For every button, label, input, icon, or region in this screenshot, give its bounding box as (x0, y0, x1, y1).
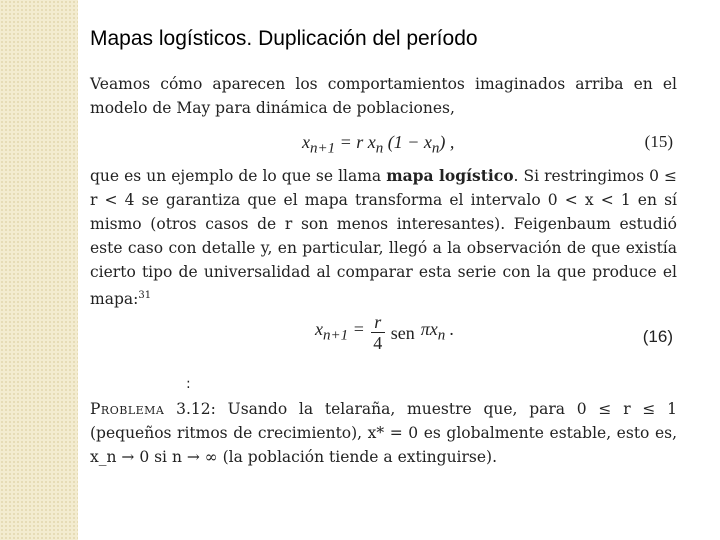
equation-15-number: (15) (644, 132, 673, 151)
document-excerpt (90, 72, 677, 369)
slide-title: Mapas logísticos. Duplicación del período (90, 27, 478, 50)
equation-16 (90, 311, 677, 369)
equation-15 (90, 120, 677, 164)
keyword-mapa-logistico: mapa logístico (386, 166, 514, 185)
paragraph-text-before: que es un ejemplo de lo que se llama (90, 167, 387, 185)
problem-number: 3.12: (176, 400, 216, 418)
problem-label: Problema (90, 400, 165, 418)
equation-16-number: (16) (642, 327, 673, 347)
footnote-marker: 31 (138, 290, 152, 301)
equation-16-expression: $x_{n+1}$ = $\frac{r}{4}$ sen $\pi x_n$ . (315, 312, 455, 354)
equation-15-expression: $x_{n+1} = r$ $x_n$ $(1 - x_n)$ , (302, 132, 455, 157)
stray-colon: : (186, 376, 191, 392)
fraction-r-over-4: $\frac{r}{4}$ (371, 313, 385, 352)
logistic-map-paragraph (90, 164, 677, 311)
paragraph-text-after: . Si restringimos 0 ≤ r < 4 se garantiza que el mapa transforma el intervalo 0 < x < 1 en sí mismo (otros casos de r son menos interesantes). Feigenbaum estudió este caso con detalle y, en particular, llegó a la observación de que existía cierto tipo de universalidad al comparar esta serie con la que produce el mapa: (90, 167, 677, 309)
problem-3-12 (90, 397, 677, 469)
intro-paragraph: Veamos cómo aparecen los comportamientos imaginados arriba en el modelo de May para dinámica de poblaciones, (90, 75, 677, 117)
problem-text: Usando la telaraña, muestre que, para 0 ≤ r ≤ 1 (pequeños ritmos de crecimiento), x* = 0 es globalmente estable, esto es, x_n → 0 si n → ∞ (la población tiende a extinguirse). (90, 400, 677, 466)
decorative-side-strip (0, 0, 78, 540)
